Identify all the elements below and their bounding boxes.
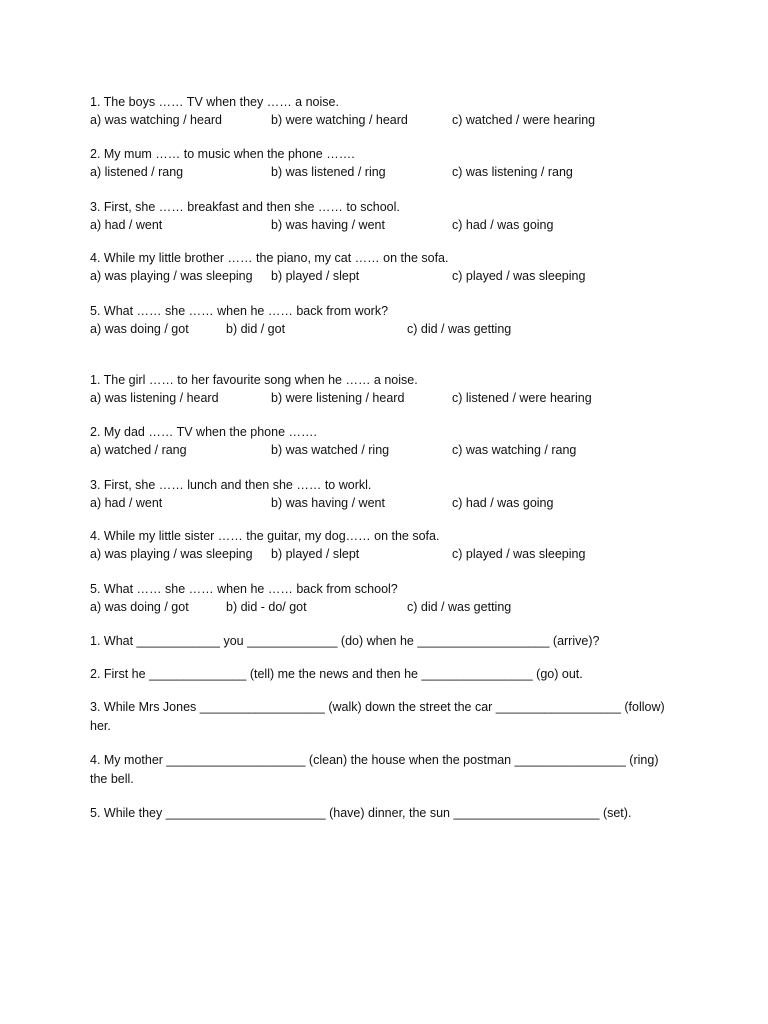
option-c: c) played / was sleeping xyxy=(452,269,586,283)
fill-in-item: 4. My mother ____________________ (clean) the house when the postman ________________ (ring) xyxy=(90,753,659,767)
option-c: c) was listening / rang xyxy=(452,165,573,179)
fill-in-item: 2. First he ______________ (tell) me the news and then he ________________ (go) out. xyxy=(90,667,583,681)
option-b: b) was having / went xyxy=(271,218,385,232)
option-a: a) was playing / was sleeping xyxy=(90,547,253,561)
question-text: 4. While my little brother …… the piano, my cat …… on the sofa. xyxy=(90,251,449,265)
option-c: c) was watching / rang xyxy=(452,443,577,457)
question-text: 2. My mum …… to music when the phone ……. xyxy=(90,147,355,161)
question-text: 3. First, she …… lunch and then she …… to workl. xyxy=(90,478,372,492)
question-text: 1. The boys …… TV when they …… a noise. xyxy=(90,95,339,109)
option-b: b) were watching / heard xyxy=(271,113,408,127)
option-a: a) was doing / got xyxy=(90,322,189,336)
fill-in-item: 3. While Mrs Jones __________________ (walk) down the street the car __________________ (follow) xyxy=(90,700,665,714)
fill-in-item-continued: the bell. xyxy=(90,772,134,786)
option-a: a) was doing / got xyxy=(90,600,189,614)
question-text: 1. The girl …… to her favourite song when he …… a noise. xyxy=(90,373,418,387)
option-c: c) did / was getting xyxy=(407,600,512,614)
fill-in-item-continued: her. xyxy=(90,719,111,733)
option-b: b) was watched / ring xyxy=(271,443,390,457)
option-b: b) played / slept xyxy=(271,547,360,561)
option-c: c) listened / were hearing xyxy=(452,391,592,405)
option-b: b) was listened / ring xyxy=(271,165,386,179)
option-c: c) had / was going xyxy=(452,496,554,510)
option-b: b) played / slept xyxy=(271,269,360,283)
option-b: b) were listening / heard xyxy=(271,391,405,405)
question-text: 5. What …… she …… when he …… back from school? xyxy=(90,582,398,596)
option-a: a) watched / rang xyxy=(90,443,187,457)
option-b: b) did - do/ got xyxy=(226,600,307,614)
question-text: 3. First, she …… breakfast and then she …… to school. xyxy=(90,200,400,214)
option-c: c) had / was going xyxy=(452,218,554,232)
option-c: c) watched / were hearing xyxy=(452,113,596,127)
option-a: a) was watching / heard xyxy=(90,113,223,127)
option-c: c) played / was sleeping xyxy=(452,547,586,561)
fill-in-item: 5. While they _______________________ (have) dinner, the sun _____________________ (set). xyxy=(90,806,632,820)
option-b: b) was having / went xyxy=(271,496,385,510)
fill-in-item: 1. What ____________ you _____________ (do) when he ___________________ (arrive)? xyxy=(90,634,600,648)
option-a: a) listened / rang xyxy=(90,165,184,179)
option-a: a) was listening / heard xyxy=(90,391,219,405)
option-a: a) had / went xyxy=(90,496,163,510)
option-a: a) was playing / was sleeping xyxy=(90,269,253,283)
option-a: a) had / went xyxy=(90,218,163,232)
option-b: b) did / got xyxy=(226,322,286,336)
question-text: 5. What …… she …… when he …… back from work? xyxy=(90,304,389,318)
option-c: c) did / was getting xyxy=(407,322,512,336)
question-text: 4. While my little sister …… the guitar, my dog…… on the sofa. xyxy=(90,529,440,543)
question-text: 2. My dad …… TV when the phone ……. xyxy=(90,425,317,439)
